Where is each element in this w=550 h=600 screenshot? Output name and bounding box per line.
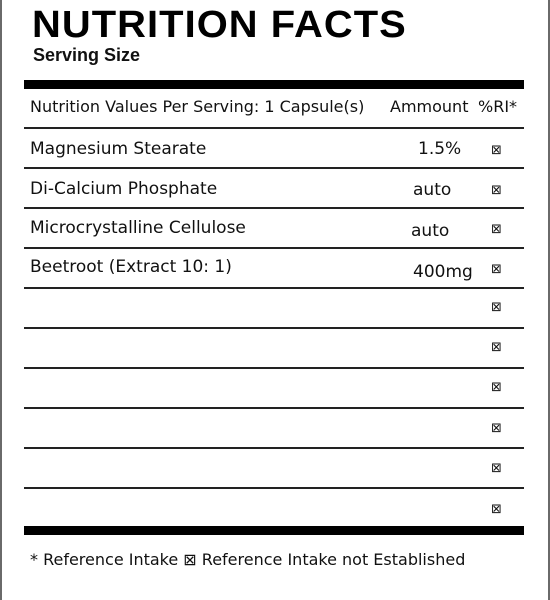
table-row <box>24 129 524 169</box>
column-header-amount: Ammount <box>390 97 469 116</box>
reference-intake-footnote: * Reference Intake ⊠ Reference Intake not Established <box>30 550 466 569</box>
label-title: NUTRITION FACTS <box>32 4 407 46</box>
table-row <box>24 369 524 409</box>
nutrient-name: Di-Calcium Phosphate <box>30 179 218 199</box>
nutrient-amount: 400mg <box>413 262 473 282</box>
table-header-row <box>24 89 524 129</box>
table-row <box>24 329 524 369</box>
bottom-divider <box>24 526 524 535</box>
nutrient-name: Magnesium Stearate <box>30 139 207 159</box>
ri-not-established-icon: ⊠ <box>491 143 502 158</box>
table-row <box>24 489 524 527</box>
nutrient-name: Beetroot (Extract 10: 1) <box>30 257 232 277</box>
ri-not-established-icon: ⊠ <box>491 262 502 277</box>
column-header-nutrient: Nutrition Values Per Serving: 1 Capsule(s) <box>30 97 365 116</box>
table-row <box>24 249 524 289</box>
column-header-ri: %RI* <box>478 97 518 116</box>
ri-not-established-icon: ⊠ <box>491 300 502 315</box>
table-row <box>24 209 524 249</box>
ri-not-established-icon: ⊠ <box>491 380 502 395</box>
ri-not-established-icon: ⊠ <box>491 421 502 436</box>
ri-not-established-icon: ⊠ <box>491 502 502 517</box>
table-row <box>24 409 524 449</box>
ri-not-established-icon: ⊠ <box>491 340 502 355</box>
ri-not-established-icon: ⊠ <box>491 183 502 198</box>
table-row <box>24 449 524 489</box>
nutrient-name: Microcrystalline Cellulose <box>30 218 246 238</box>
top-divider <box>24 80 524 89</box>
nutrient-amount: 1.5% <box>418 139 462 159</box>
table-row <box>24 169 524 209</box>
nutrient-amount: auto <box>411 221 450 241</box>
serving-size-label: Serving Size <box>33 45 141 65</box>
ri-not-established-icon: ⊠ <box>491 222 502 237</box>
ri-not-established-icon: ⊠ <box>491 461 502 476</box>
table-row <box>24 289 524 329</box>
nutrient-amount: auto <box>413 180 452 200</box>
